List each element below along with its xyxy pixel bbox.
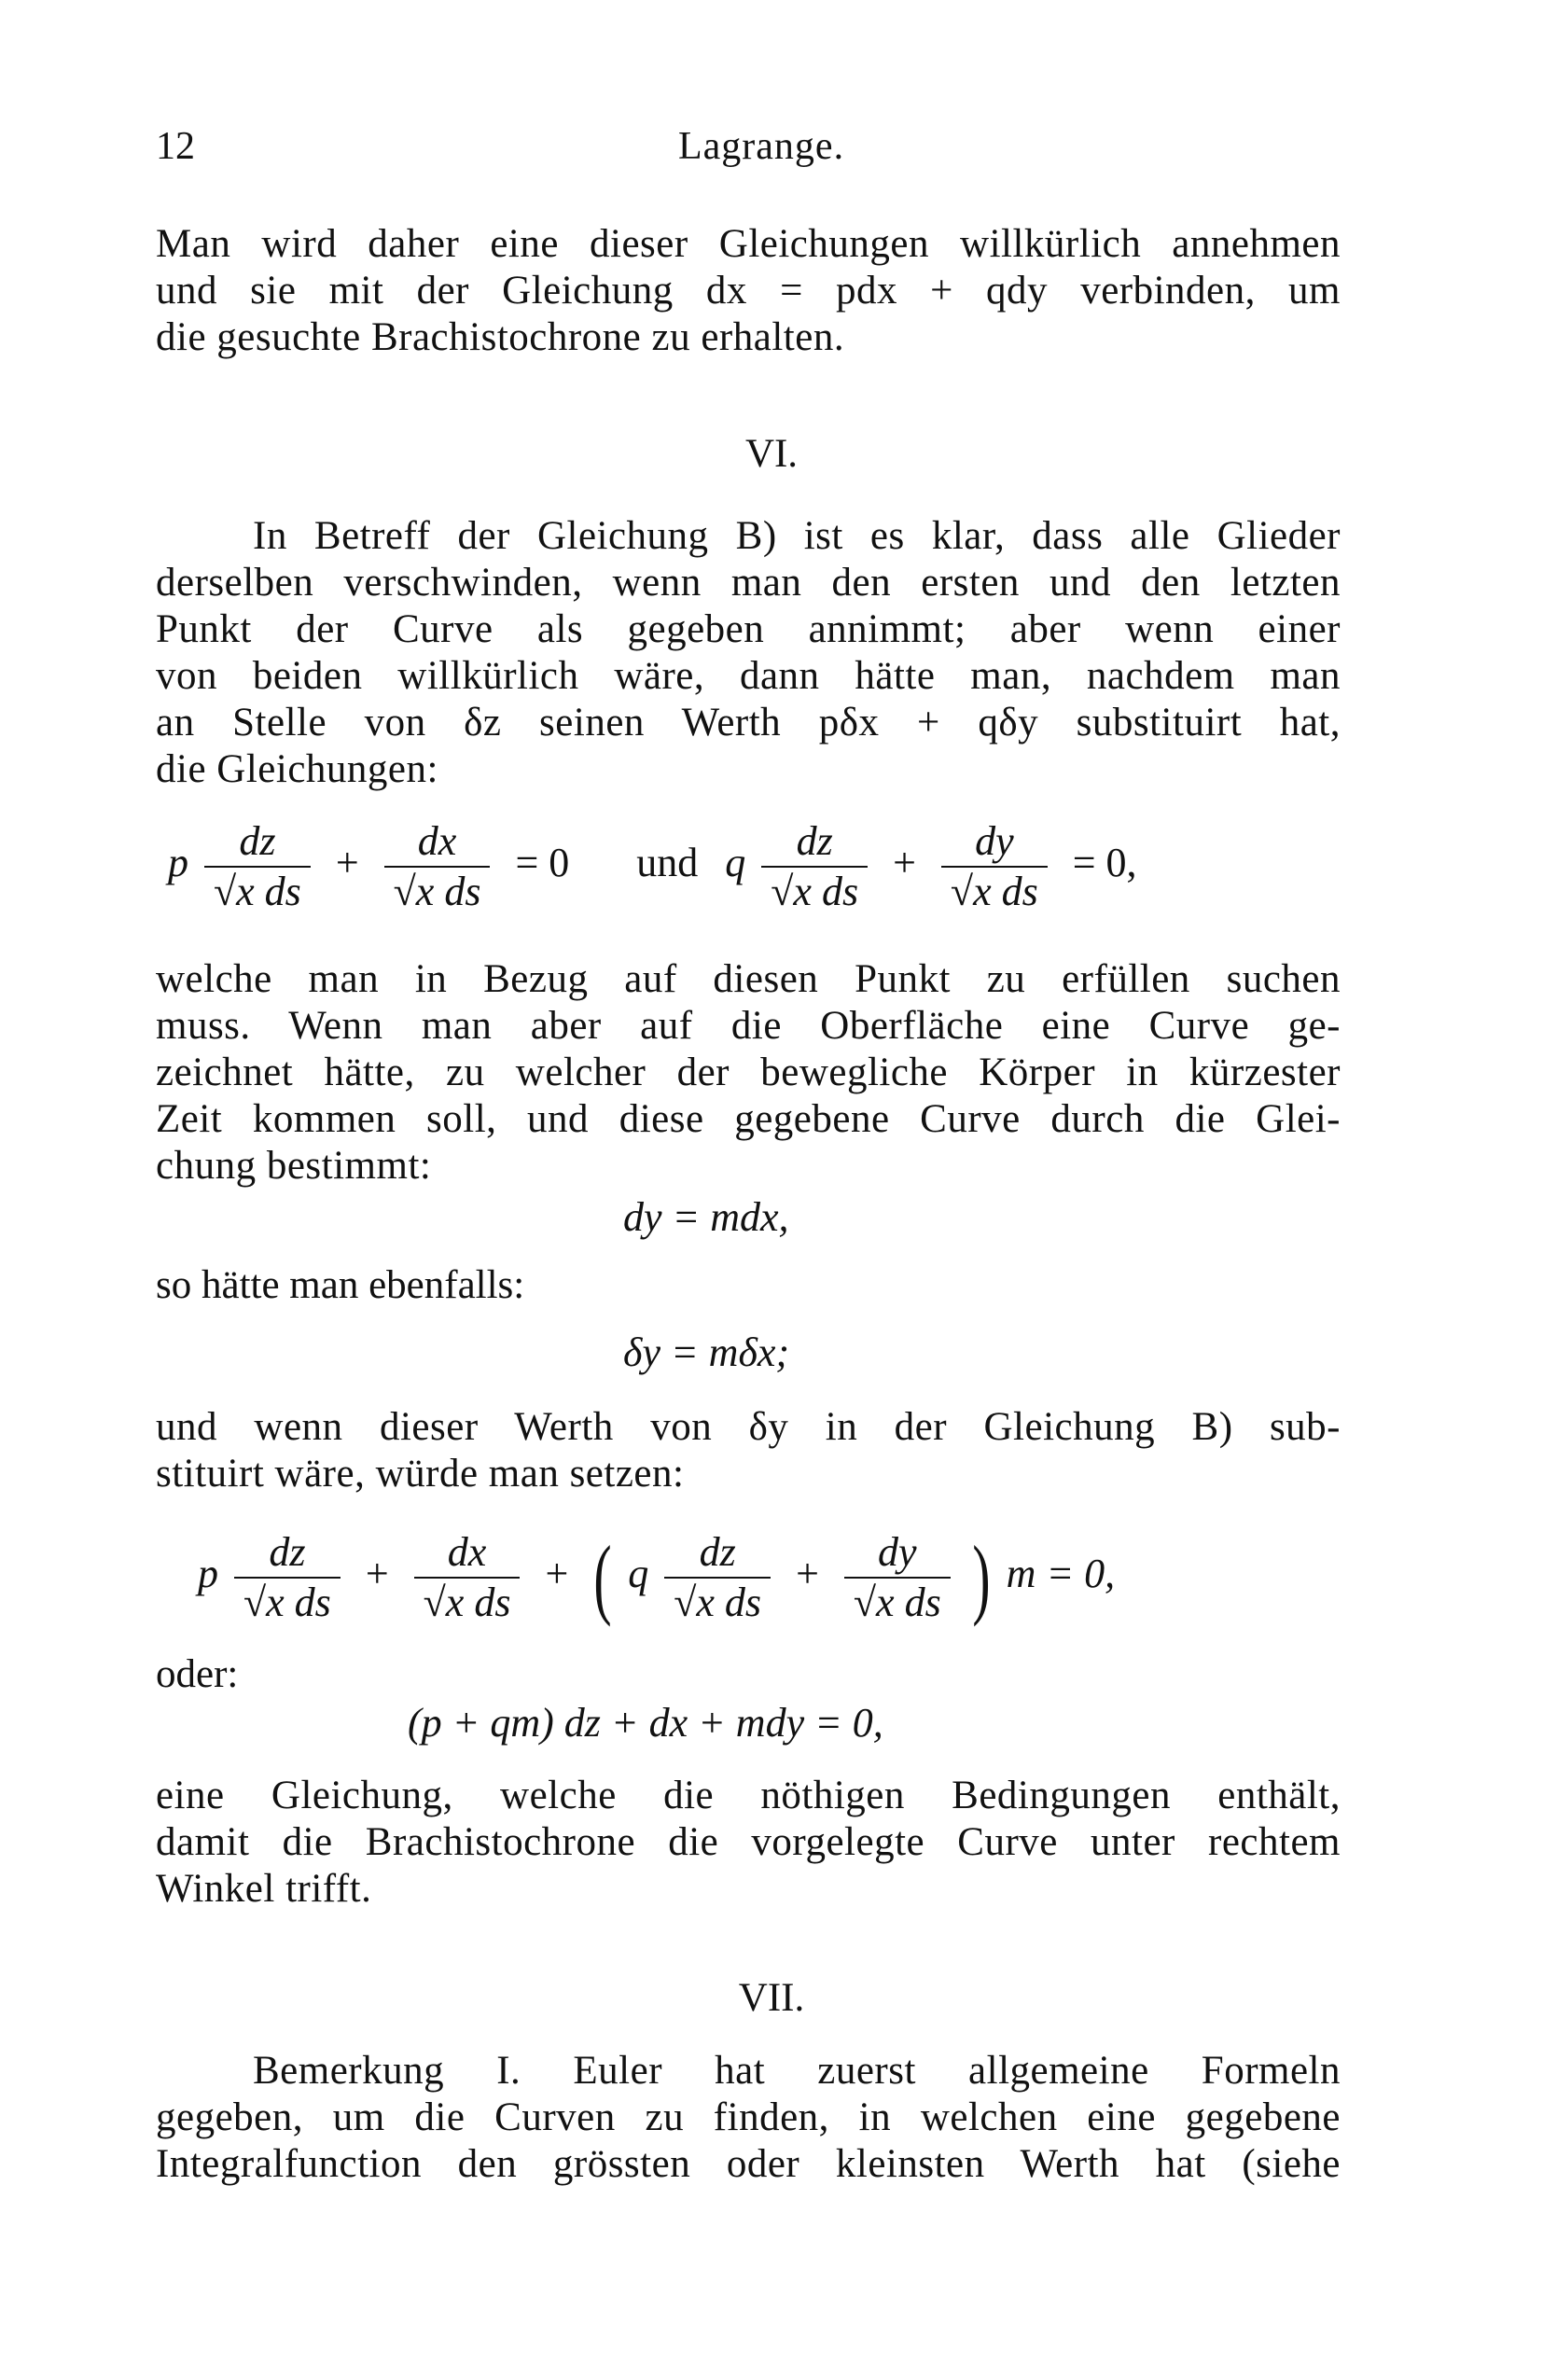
fraction: $\frac{dz}{\text{√x ds}}$ <box>204 821 311 912</box>
text-line: und wenn dieser Werth von δy in der Gleichung B) sub- <box>156 1405 1341 1449</box>
math-rhs: = 0 <box>515 840 570 886</box>
text-line: stituirt wäre, würde man setzen: <box>156 1452 685 1496</box>
fraction: $\frac{dz}{\text{√x ds}}$ <box>664 1532 771 1623</box>
text-line: Winkel trifft. <box>156 1867 372 1911</box>
equation-1 <box>168 818 1147 914</box>
paragraph-3 <box>156 956 1341 1190</box>
math-operator: + <box>545 1551 569 1597</box>
text-line: In Betreff der Gleichung B) ist es klar, dass alle Glieder <box>253 514 1341 558</box>
section-heading-vii: VII. <box>738 1976 805 2020</box>
math-symbol: p <box>198 1551 218 1597</box>
text-line: muss. Wenn man aber auf die Oberfläche eine Curve ge- <box>156 1004 1341 1048</box>
section-heading-vi: VI. <box>744 432 799 476</box>
text-line: gegeben, um die Curven zu finden, in welchen eine gegebene <box>156 2095 1341 2139</box>
text-line: welche man in Bezug auf diesen Punkt zu erfüllen suchen <box>156 957 1341 1001</box>
paragraph-1 <box>156 221 1341 361</box>
paren-open: ( <box>593 1527 612 1627</box>
text-line: zeichnet hätte, zu welcher der bewegliche Körper in kürzester <box>156 1051 1341 1094</box>
paragraph-2 <box>156 513 1341 793</box>
fraction: $\frac{dx}{\text{√x ds}}$ <box>414 1532 521 1623</box>
text-line: Zeit kommen soll, und diese gegebene Curve durch die Glei- <box>156 1097 1341 1141</box>
text-line: so hätte man ebenfalls: <box>156 1263 525 1307</box>
equation-3: δy = mδx; <box>623 1329 790 1375</box>
text-line: die Gleichungen: <box>156 747 438 791</box>
math-rhs: m = 0, <box>1006 1551 1116 1597</box>
math-operator: + <box>335 840 359 886</box>
fraction: $\frac{dz}{\text{√x ds}}$ <box>761 821 868 912</box>
equation-5: (p + qm) dz + dx + mdy = 0, <box>408 1700 883 1746</box>
text-line: von beiden willkürlich wäre, dann hätte man, nachdem man <box>156 654 1341 698</box>
math-text: und <box>636 840 699 886</box>
math-operator: + <box>893 840 916 886</box>
math-rhs: = 0, <box>1072 840 1137 886</box>
running-title: Lagrange. <box>678 125 845 168</box>
text-line: chung bestimmt: <box>156 1144 432 1188</box>
text-line: Man wird daher eine dieser Gleichungen willkürlich annehmen <box>156 222 1341 266</box>
text-line: Bemerkung I. Euler hat zuerst allgemeine Formeln <box>253 2049 1341 2093</box>
text-line: Punkt der Curve als gegeben annimmt; aber wenn einer <box>156 607 1341 651</box>
text-line: damit die Brachistochrone die vorgelegte Curve unter rechtem <box>156 1820 1341 1864</box>
fraction: $\frac{dz}{\text{√x ds}}$ <box>234 1532 341 1623</box>
fraction: $\frac{dy}{\text{√x ds}}$ <box>941 821 1048 912</box>
text-line: derselben verschwinden, wenn man den ersten und den letzten <box>156 561 1341 605</box>
text-line: die gesuchte Brachistochrone zu erhalten. <box>156 315 845 359</box>
fraction: $\frac{dx}{\text{√x ds}}$ <box>384 821 491 912</box>
math-operator: + <box>365 1551 389 1597</box>
text-line: eine Gleichung, welche die nöthigen Bedingungen enthält, <box>156 1774 1341 1817</box>
text-line: und sie mit der Gleichung dx = pdx + qdy verbinden, um <box>156 269 1341 313</box>
math-symbol: p <box>168 840 188 886</box>
text-line: oder: <box>156 1652 239 1696</box>
equation-2: dy = mdx, <box>623 1194 789 1240</box>
math-symbol: q <box>628 1551 649 1597</box>
paragraph-8 <box>156 2048 1341 2188</box>
page-number: 12 <box>156 125 195 168</box>
math-operator: + <box>796 1551 819 1597</box>
text-line: an Stelle von δz seinen Werth pδx + qδy substituirt hat, <box>156 701 1341 745</box>
paragraph-5 <box>156 1404 1341 1497</box>
paren-close: ) <box>972 1527 991 1627</box>
text-line: Integralfunction den grössten oder kleinsten Werth hat (siehe <box>156 2142 1341 2186</box>
math-symbol: q <box>725 840 746 886</box>
equation-4 <box>198 1527 1116 1627</box>
paragraph-7 <box>156 1773 1341 1913</box>
fraction: $\frac{dy}{\text{√x ds}}$ <box>844 1532 951 1623</box>
